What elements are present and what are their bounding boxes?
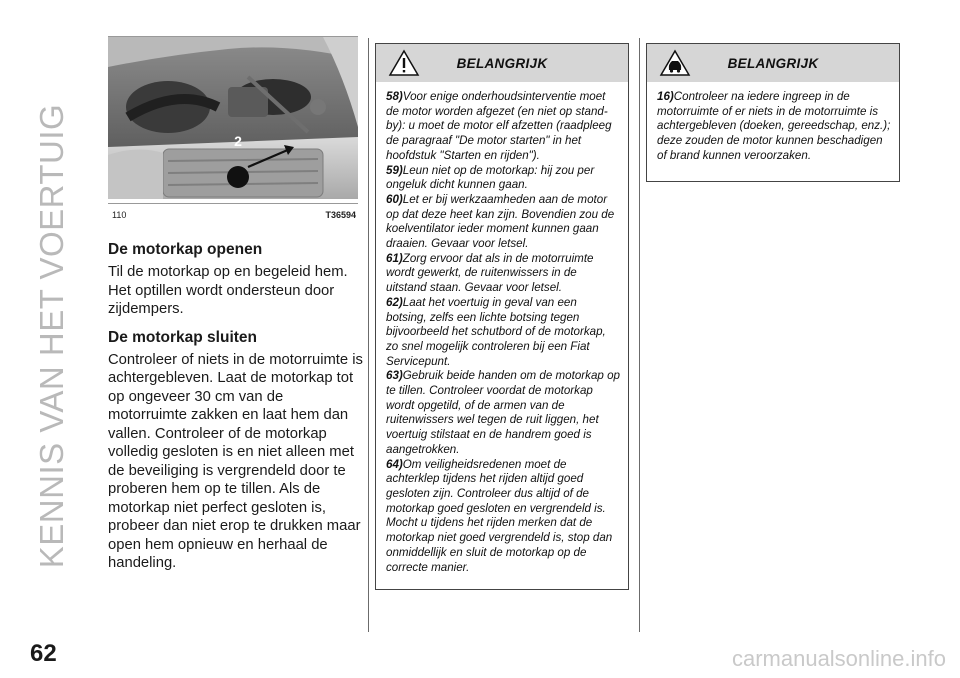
note-64: 64)Om veiligheidsredenen moet de achterklep tijdens het rijden altijd goed gesloten zijn. Controleer dus altijd of de motorkap goed gesloten en vergrendeld is. Mocht u tijdens het rijden merken dat de motorkap niet goed vergrendeld is, stop dan onmiddellijk en sluit de motorkap op de correcte manier. — [386, 457, 613, 574]
body-close: Controleer of niets in de motorruimte is achtergebleven. Laat de motorkap tot op ongeveer 30 cm van de motorruimte zakken en laat hem dan vallen. Controleer of de motorkap volledig gesloten is en niet alleen met de beveiliging is vergrendeld door te proberen hem op te tillen. Als de motorkap niet perfect gesloten is, probeer dan niet erop te drukken maar open hem opnieuw en herhaal de handeling. — [108, 351, 363, 571]
column-divider-2 — [639, 38, 640, 632]
note-62: 62)Laat het voertuig in geval van een botsing, zelfs een lichte botsing tegen bijvoorbeeld het schutbord of de motorkap, zo snel mogelijk controleren bij een Fiat Servicepunt. — [386, 295, 606, 368]
watermark: carmanualsonline.info — [731, 646, 946, 671]
note-60: 60)Let er bij werkzaamheden aan de motor op dat deze heet kan zijn. Bovendien zou de koelventilator ieder moment kunnen gaan draaien. Gevaar voor letsel. — [386, 192, 615, 251]
note-16: 16)Controleer na iedere ingreep in de motorruimte of er niets in de motorruimte is achtergebleven (doeken, gereedschap, enz.); deze zouden de motor kunnen beschadigen of brand kunnen veroorzaken. — [657, 90, 891, 162]
main-text-column — [108, 240, 364, 573]
engine-bay-illustration — [108, 37, 358, 199]
warning-box-1-title: BELANGRIJK — [456, 55, 548, 71]
warning-box-1 — [375, 43, 629, 590]
warning-box-2-title: BELANGRIJK — [727, 55, 819, 71]
warning-box-1-body — [376, 82, 628, 585]
heading-open: De motorkap openen — [108, 241, 263, 258]
warning-box-2-header — [647, 44, 899, 82]
column-divider-1 — [368, 38, 369, 632]
figure-code: T36594 — [325, 210, 356, 220]
body-open: Til de motorkap op en begeleid hem. Het optillen wordt ondersteun door zijdempers. — [108, 264, 348, 317]
figure-number: 110 — [112, 210, 127, 220]
callout-number: 2 — [234, 133, 242, 149]
note-59: 59)Leun niet op de motorkap: hij zou per ongeluk dicht kunnen gaan. — [386, 163, 595, 192]
heading-close: De motorkap sluiten — [108, 328, 257, 346]
note-58: 58)Voor enige onderhoudsinterventie moet de motor worden afgezet (en niet op stand-by): u moet de motor elf afzetten (raadpleeg de paragraaf "De motor starten" in het hoofdstuk "Starten en rijden"). — [386, 90, 612, 162]
note-61: 61)Zorg ervoor dat als in de motorruimte wordt gewerkt, de ruitenwissers in de uitstand staan. Gevaar voor letsel. — [386, 251, 594, 295]
warning-box-1-header — [376, 44, 628, 82]
chapter-side-title: KENNIS VAN HET VOERTUIG — [33, 103, 70, 569]
warning-triangle-icon — [388, 49, 420, 82]
page-number: 62 — [30, 640, 57, 667]
environment-warning-icon — [659, 49, 691, 82]
figure-caption — [108, 203, 358, 220]
engine-bay-photo — [108, 36, 358, 199]
warning-box-2-body — [647, 82, 899, 174]
note-63: 63)Gebruik beide handen om de motorkap op te tillen. Controleer voordat de motorkap wordt opgetild, of de armen van de ruitenwissers wel tegen de ruit liggen, het voertuig stilstaat en de handrem goed is aangetrokken. — [386, 369, 620, 456]
warning-box-2 — [646, 43, 900, 182]
